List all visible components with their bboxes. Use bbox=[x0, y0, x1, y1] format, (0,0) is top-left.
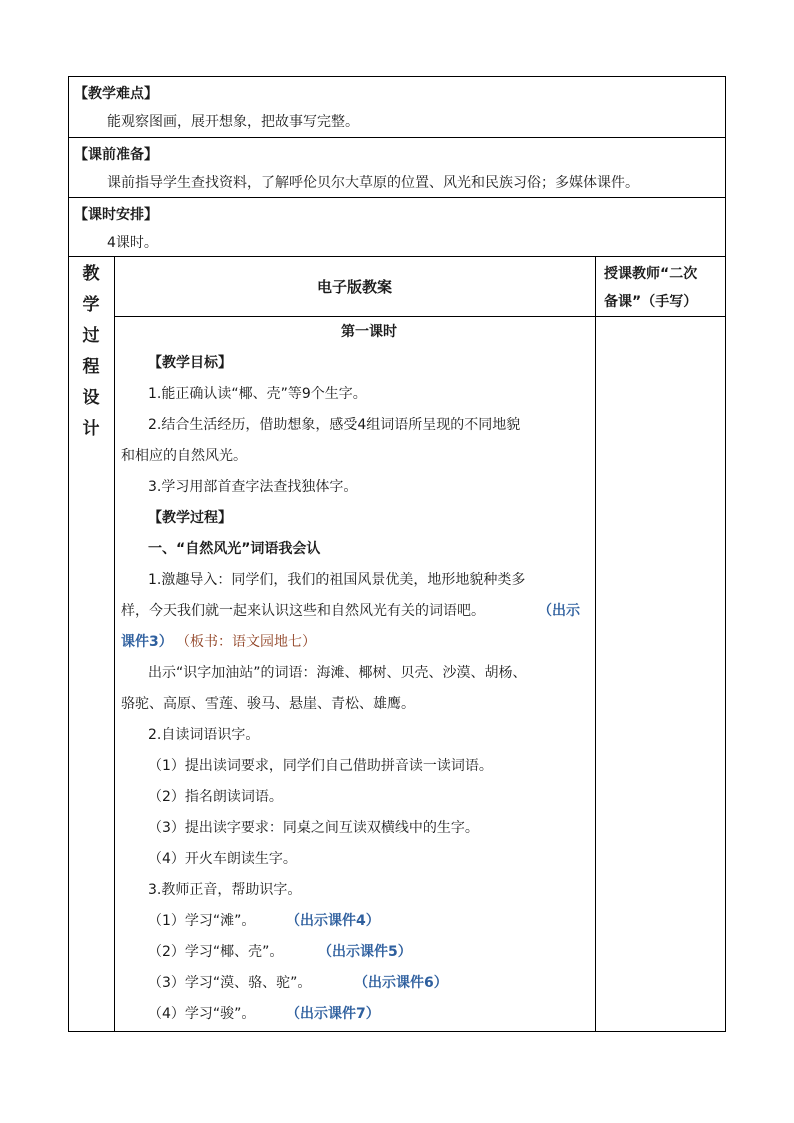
row-divider bbox=[68, 256, 726, 257]
p3-item-4: （4）开火车朗读生字。 bbox=[148, 851, 297, 867]
goal-3: 3.学习用部首查字法查找独体字。 bbox=[148, 479, 358, 495]
side-label-char: 教 bbox=[82, 264, 100, 284]
p4: 3.教师正音，帮助识字。 bbox=[148, 882, 302, 898]
p3-item-2: （2）指名朗读词语。 bbox=[148, 789, 283, 805]
prep-heading: 【课前准备】 bbox=[74, 147, 158, 163]
courseware-tag: （出示课件4） bbox=[286, 913, 380, 929]
row-divider bbox=[68, 137, 726, 138]
side-label-char: 计 bbox=[82, 419, 100, 439]
lesson-title: 第一课时 bbox=[341, 324, 397, 340]
p4-item-4: （4）学习“骏”。 bbox=[148, 1006, 256, 1022]
side-label-char: 过 bbox=[82, 326, 100, 346]
difficulty-text: 能观察图画，展开想象，把故事写完整。 bbox=[107, 114, 359, 130]
row-divider bbox=[68, 197, 726, 198]
row-divider bbox=[114, 316, 726, 317]
right-header-line2: 备课”（手写） bbox=[604, 294, 698, 310]
side-label-char: 设 bbox=[82, 388, 100, 408]
schedule-text: 4课时。 bbox=[107, 235, 158, 251]
section-1-heading: 一、“自然风光”词语我会认 bbox=[148, 541, 321, 557]
right-header-line1: 授课教师“二次 bbox=[604, 266, 698, 282]
courseware-tag: （出示课件5） bbox=[318, 944, 412, 960]
p2-line1: 出示“识字加油站”的词语：海滩、椰树、贝壳、沙漠、胡杨、 bbox=[148, 665, 527, 681]
column-divider bbox=[114, 256, 115, 1032]
p4-item-1: （1）学习“滩”。 bbox=[148, 913, 256, 929]
schedule-heading: 【课时安排】 bbox=[74, 207, 158, 223]
difficulty-heading: 【教学难点】 bbox=[74, 86, 158, 102]
p1-line1: 1.激趣导入：同学们，我们的祖国风景优美，地形地貌种类多 bbox=[148, 572, 526, 588]
design-side-label bbox=[78, 259, 104, 445]
goal-1: 1.能正确认读“椰、壳”等9个生字。 bbox=[148, 386, 367, 402]
p2-line2: 骆驼、高原、雪莲、骏马、悬崖、青松、雄鹰。 bbox=[121, 696, 415, 712]
p3: 2.自读词语识字。 bbox=[148, 727, 260, 743]
goals-heading: 【教学目标】 bbox=[148, 355, 232, 371]
p4-item-3: （3）学习“漠、骆、驼”。 bbox=[148, 975, 312, 991]
side-label-char: 学 bbox=[82, 295, 100, 315]
center-header: 电子版教案 bbox=[316, 278, 392, 296]
process-heading: 【教学过程】 bbox=[148, 510, 232, 526]
board-note: （板书：语文园地七） bbox=[176, 634, 316, 650]
p4-item-2: （2）学习“椰、壳”。 bbox=[148, 944, 284, 960]
goal-2-line2: 和相应的自然风光。 bbox=[121, 448, 247, 464]
courseware-tag: （出示课件7） bbox=[286, 1006, 380, 1022]
goal-2-line1: 2.结合生活经历，借助想象，感受4组词语所呈现的不同地貌 bbox=[148, 417, 521, 433]
courseware-tag: 课件3） bbox=[121, 634, 173, 650]
courseware-tag: （出示 bbox=[538, 603, 580, 619]
column-divider bbox=[595, 256, 596, 1032]
side-label-char: 程 bbox=[82, 357, 100, 377]
prep-text: 课前指导学生查找资料，了解呼伦贝尔大草原的位置、风光和民族习俗；多媒体课件。 bbox=[107, 175, 639, 191]
courseware-tag: （出示课件6） bbox=[354, 975, 448, 991]
p1-line2: 样，今天我们就一起来认识这些和自然风光有关的词语吧。 bbox=[121, 603, 485, 619]
p3-item-1: （1）提出读词要求，同学们自己借助拼音读一读词语。 bbox=[148, 758, 493, 774]
p3-item-3: （3）提出读字要求：同桌之间互读双横线中的生字。 bbox=[148, 820, 479, 836]
